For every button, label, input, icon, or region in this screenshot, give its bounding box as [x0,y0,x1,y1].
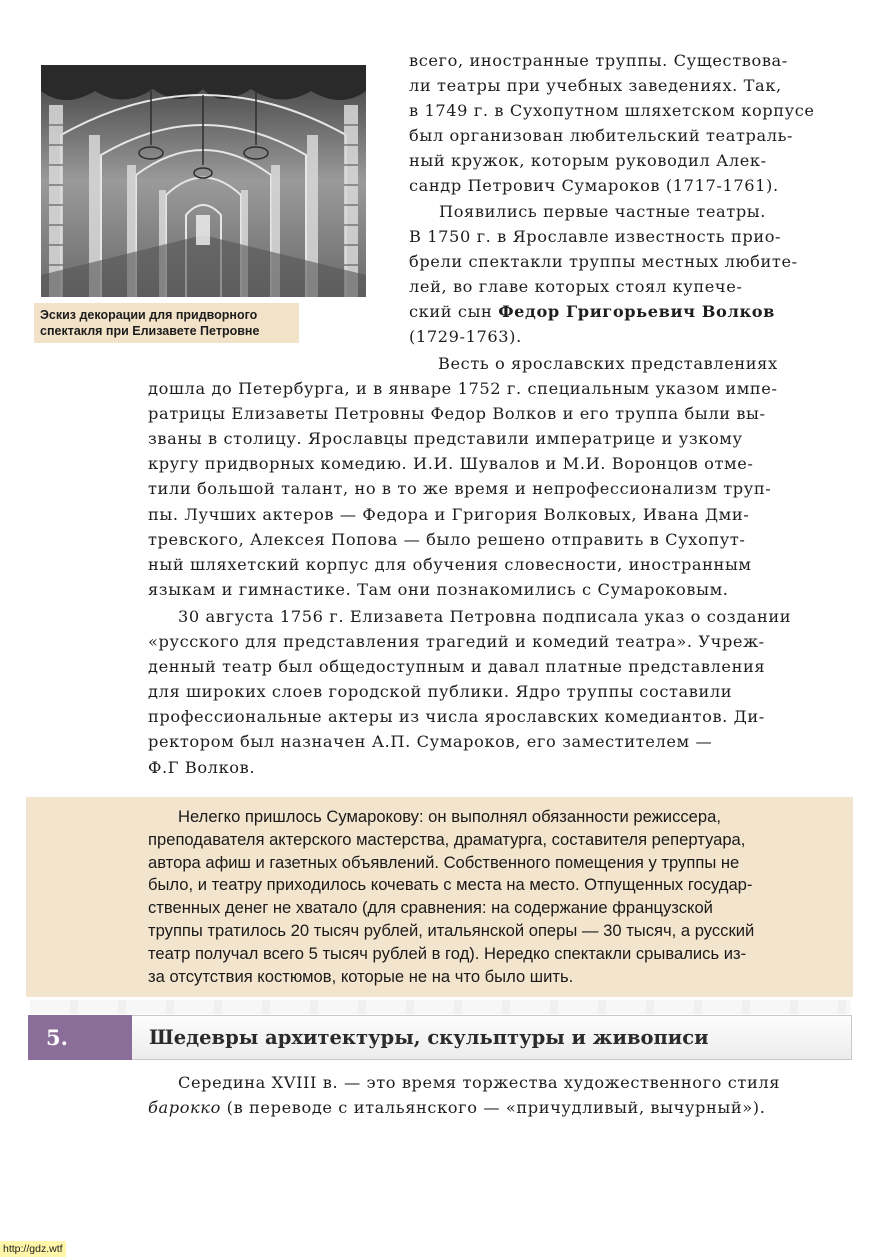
text-line: Весть о ярославских представлениях [438,354,778,373]
text-line: преподавателя актерского мастерства, драматурга, составителя репертуара, [148,829,746,849]
text-line: тили большой талант, но в то же время и непрофессионализм труп- [148,479,772,499]
text-line: (1729-1763). [409,327,522,347]
section-header [28,1015,851,1060]
text-line: Середина XVIII в. — это время торжества художественного стиля [178,1073,781,1092]
text-line: за отсутствия костюмов, которые не на что было шить. [148,966,574,986]
text-line: было, и театру приходилось кочевать с места на место. Отпущенных государ- [148,875,753,895]
text-line: ный шляхетский корпус для обучения словесности, иностранным [148,554,752,574]
section-number: 5. [28,1015,132,1060]
text-line: профессиональные актеры из числа ярославских комедиантов. Ди- [148,707,765,727]
text-line: для широких слоев городской публики. Ядро труппы составили [148,682,733,702]
text-line: пы. Лучших актеров — Федора и Григория Волковых, Ивана Дми- [148,504,750,524]
text-line: званы в столицу. Ярославцы представили императрице и узкому [148,429,743,449]
text-line: брели спектакли труппы местных любите- [409,252,798,272]
text-line: всего, иностранные труппы. Существова- [409,51,788,70]
text-line: 30 августа 1756 г. Елизавета Петровна подписала указ о создании [178,607,792,626]
text-line [148,1095,832,1120]
watermark-link[interactable]: http://gdz.wtf [0,1241,66,1257]
text-line: Ф.Г Волков. [148,757,256,777]
paragraph-private-theatres [409,199,832,350]
text-fragment: (в переводе с итальянского — «причудливый, вычурный»). [226,1098,766,1118]
text-fragment: ский сын [409,302,493,322]
text-line [409,299,832,324]
caption-line: спектакля при Елизавете Петровне [40,324,260,338]
text-line: ратрицы Елизаветы Петровны Федор Волков и его труппа были вы- [148,404,766,424]
text-line: Нелегко пришлось Сумарокову: он выполнял обязанности режиссера, [178,807,721,826]
text-line: ректором был назначен А.П. Сумароков, его заместителем — [148,732,713,752]
text-line: ственных денег не хватало (для сравнения: на содержание французской [148,898,713,918]
text-line: денный театр был общедоступным и давал платные представления [148,657,766,677]
caption-line: Эскиз декорации для придворного [40,308,258,322]
term-baroque: барокко [148,1098,221,1118]
text-line: театр получал всего 5 тысяч рублей в год). Нередко спектакли срывались из- [148,943,747,963]
paragraph-decree-1756 [148,604,832,780]
bleed-through-decoration [30,1000,851,1014]
text-line: автора афиш и газетных объявлений. Собственного помещения у труппы не [148,852,740,872]
text-line: труппы тратилось 20 тысяч рублей, итальянской оперы — 30 тысяч, а русский [148,920,755,940]
text-line: в 1749 г. в Сухопутном шляхетском корпусе [409,101,815,121]
text-line: тревского, Алексея Попова — было решено отправить в Сухопут- [148,529,746,549]
paragraph-baroque [148,1070,832,1120]
text-line: ный кружок, которым руководил Алек- [409,151,767,171]
text-line: был организован любительский театраль- [409,126,794,146]
paragraph-theatres-schools [409,48,832,199]
text-line: ли театры при учебных заведениях. Так, [409,76,782,96]
text-line: кругу придворных комедию. И.И. Шувалов и М.И. Воронцов отме- [148,454,754,474]
paragraph-petersburg [148,351,832,602]
baroque-stage-sketch [41,65,366,297]
info-box-text [148,806,834,988]
section-title: Шедевры архитектуры, скульптуры и живописи [149,1026,709,1049]
text-line: лей, во главе которых стоял купече- [409,277,743,297]
text-line: Появились первые частные театры. [439,202,767,221]
text-line: дошла до Петербурга, и в январе 1752 г. специальным указом импе- [148,379,778,399]
figure-caption [34,303,299,343]
person-name-volkov: Федор Григорьевич Волков [498,302,775,322]
stage-set-illustration [41,65,366,297]
text-line: языкам и гимнастике. Там они познакомились с Сумароковым. [148,579,729,599]
text-line: «русского для представления трагедий и комедий театра». Учреж- [148,632,765,652]
text-line: сандр Петрович Сумароков (1717-1761). [409,176,779,196]
text-line: В 1750 г. в Ярославле известность прио- [409,227,782,247]
